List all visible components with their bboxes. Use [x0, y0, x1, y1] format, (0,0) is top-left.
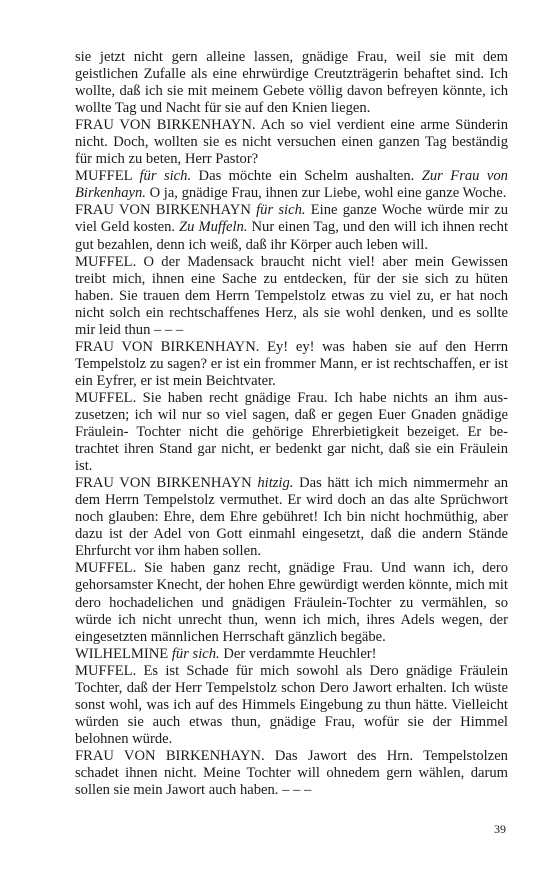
speaker-name: MUFFEL. [75, 389, 137, 406]
speaker-name: FRAU VON BIRKENHAYN. [75, 117, 256, 134]
stage-direction: hitzig. [257, 475, 294, 492]
dialogue-paragraph [75, 117, 508, 168]
dialogue-paragraph [75, 254, 508, 339]
speaker-name: FRAU VON BIRKENHAYN. [75, 747, 265, 764]
dialogue-paragraph [75, 748, 508, 799]
stage-direction: Zur Frau von Birkenhayn. [75, 168, 508, 202]
dialogue-text: Das hätt ich mich nimmermehr an dem Herrn Tempelstolz vermuthet. Er wird doch an das alte Sprüchwort noch glauben: Ehre, dem Ehre gebühret! Ich bin nicht hochmüthig, aber dazu ist der Adel von Gott einmahl eingesetzt, daß die andern Stände Ehrfurcht vor ihm haben sollen. [75, 475, 508, 560]
dialogue-paragraph [75, 339, 508, 390]
speaker-name: FRAU VON BIRKENHAYN [75, 202, 251, 219]
speaker-name: FRAU VON BIRKENHAYN [75, 475, 252, 492]
dialogue-paragraph [75, 475, 508, 560]
speaker-name: MUFFEL [75, 168, 133, 185]
dialogue-paragraph [75, 202, 508, 253]
dialogue-text: Das Jawort des Hrn. Tempelstolzen schadet ihnen nicht. Meine Tochter will ohnedem gern wählen, darum sollen sie mein Jawort auch haben. – – – [75, 747, 508, 799]
stage-direction: für sich. [171, 645, 220, 662]
dialogue-text: Nur einen Tag, und den will ich ihnen recht gut bezahlen, denn ich weiß, daß ihr Körper auch leben will. [75, 219, 508, 253]
dialogue-text: O ja, gnädige Frau, ihnen zur Liebe, wohl eine ganze Woche. [145, 185, 507, 202]
dialogue-text: O der Madensack braucht nicht viel! aber mein Gewissen treibt mich, ihnen eine Sache zu entdecken, für der sie sich zu hüten haben. Sie trauen dem Herrn Tempelstolz etwas zu viel zu, er hat noch nicht solch ein rechtschaffenes Herz, als sie wohl denken, und es sollte mir leid thun – – – [75, 253, 508, 338]
dialogue-text: Ey! ey! was haben sie auf den Herrn Tempelstolz zu sagen? er ist ein frommer Mann, er ist rechtschaffen, er ist ein Eyfrer, er ist mein Beichtvater. [75, 338, 508, 389]
stage-direction: für sich. [256, 202, 306, 219]
stage-direction: Zu Muffeln. [179, 219, 248, 236]
dialogue-paragraph [75, 663, 508, 748]
speaker-name: WILHELMINE [75, 645, 169, 662]
speaker-name: MUFFEL. [75, 253, 137, 270]
dialogue-paragraph [75, 390, 508, 475]
page-number: 39 [494, 822, 506, 836]
speaker-name: MUFFEL. [75, 560, 137, 577]
dialogue-text: Sie haben recht gnädige Frau. Ich habe nichts an ihm aus-zusetzen; ich wil nur so viel sagen, daß er gegen Euer Gnaden gnädige Fräulein- Tochter nicht die gehörige Ehrerbietigkeit bezeiget. Er be-trachtet ihren Stand gar nicht, er bedenkt gar nicht, daß sie ein Fräulein ist. [75, 389, 508, 475]
dialogue-paragraph [75, 646, 508, 663]
stage-direction: für sich. [139, 168, 192, 185]
dialogue-paragraph [75, 560, 508, 645]
dialogue-text: Sie haben ganz recht, gnädige Frau. Und wann ich, dero gehorsamster Knecht, der hohen Ehre gewürdigt werden könnte, mich mit dero hochadelichen und gnädigen Fräulein-Tochter zu vermählen, so würde ich nicht unrecht thun, wenn ich mich, ihres Adels wegen, der eingesetzten männlichen Herrschaft gänzlich begäbe. [75, 560, 508, 645]
dialogue-paragraph [75, 49, 508, 117]
dialogue-paragraph [75, 168, 508, 202]
dialogue-text: Es ist Schade für mich sowohl als Dero gnädige Fräulein Tochter, daß der Herr Tempelstolz schon Dero Jawort erhalten. Ich wüste sonst wohl, was ich auf des Himmels Eingebung zu thun hätte. Vielleicht würden sie auch etwas thun, gnädige Frau, wofür sie der Himmel belohnen würde. [75, 662, 508, 747]
dialogue-text: sie jetzt nicht gern alleine lassen, gnädige Frau, weil sie mit dem geistlichen Zufalle als eine ehrwürdige Creutzträgerin behaftet sind. Ich wollte, daß ich sie mit meinem Gebete völlig davon befreyen könnte, ich wollte Tag und Nacht für sie auf den Knien liegen. [75, 49, 508, 117]
body-text [75, 49, 508, 799]
dialogue-text: Der verdammte Heuchler! [219, 645, 377, 662]
dialogue-text: Ach so viel verdient eine arme Sünderin nicht. Doch, wollten sie es nicht versuchen einen ganzen Tag beständig für mich zu beten, Herr Pastor? [75, 117, 508, 168]
dialogue-text: Das möchte ein Schelm aushalten. [191, 168, 422, 185]
speaker-name: MUFFEL. [75, 662, 137, 679]
speaker-name: FRAU VON BIRKENHAYN. [75, 338, 260, 355]
dialogue-text: Eine ganze Woche würde mir zu viel Geld kosten. [75, 202, 509, 236]
